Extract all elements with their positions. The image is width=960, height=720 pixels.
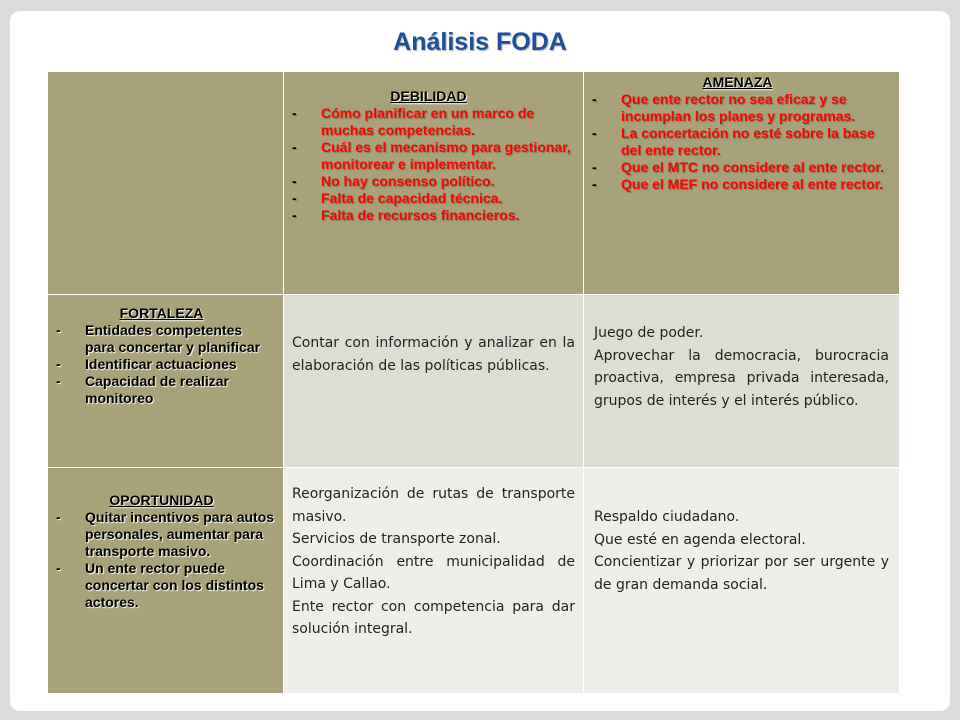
table-row-fortaleza (48, 295, 900, 468)
list-item: - Capacidad de realizar monitoreo (48, 373, 275, 407)
fo-text: Contar con información y analizar en la elaboración de las políticas públicas. (292, 335, 575, 374)
fo-cell (284, 295, 584, 468)
debilidad-cell (284, 72, 584, 295)
corner-cell (48, 72, 284, 295)
list-item: - Que el MTC no considere al ente rector. (584, 159, 891, 176)
list-item: - Identificar actuaciones (48, 356, 275, 373)
table-row-oportunidad (48, 468, 900, 694)
list-item: - La concertación no esté sobre la base del ente rector. (584, 125, 891, 159)
list-item: - Falta de recursos financieros. (284, 207, 573, 224)
fortaleza-list (48, 322, 275, 407)
list-item: - Que ente rector no sea eficaz y se incumplan los planes y programas. (584, 91, 891, 125)
list-item: - Cuál es el mecanismo para gestionar, monitorear e implementar. (284, 139, 573, 173)
table-row-header (48, 72, 900, 295)
da-text: Que esté en agenda electoral. (594, 531, 806, 548)
foda-table (47, 71, 900, 694)
do-text: Servicios de transporte zonal. (292, 531, 501, 547)
oportunidad-cell (48, 468, 284, 694)
debilidad-label: DEBILIDAD (390, 88, 467, 104)
list-item: - Falta de capacidad técnica. (284, 190, 573, 207)
list-item: - Que el MEF no considere al ente rector. (584, 176, 891, 193)
amenaza-list (584, 91, 891, 193)
list-item: - Cómo planificar en un marco de muchas competencias. (284, 105, 573, 139)
do-text: Ente rector con competencia para dar solución integral. (292, 598, 575, 637)
list-item: - Entidades competentes para concertar y planificar (48, 322, 275, 356)
fa-text: Aprovechar la democracia, burocracia proactiva, empresa privada interesada, grupos de interés y el interés público. (594, 347, 889, 409)
slide-title: Análisis FODA (393, 28, 567, 56)
fortaleza-cell (48, 295, 284, 468)
list-item: - No hay consenso político. (284, 173, 573, 190)
do-text: Reorganización de rutas de transporte masivo. (292, 486, 575, 525)
list-item: - Un ente rector puede concertar con los distintos actores. (48, 560, 275, 611)
fortaleza-label: FORTALEZA (119, 305, 204, 321)
oportunidad-list (48, 509, 275, 611)
amenaza-cell (584, 72, 900, 295)
debilidad-list (284, 105, 573, 224)
do-text: Coordinación entre municipalidad de Lima y Callao. (292, 553, 575, 592)
do-cell (284, 468, 584, 694)
fa-cell (584, 295, 900, 468)
fa-text: Juego de poder. (594, 325, 704, 341)
list-item: - Quitar incentivos para autos personales, aumentar para transporte masivo. (48, 509, 275, 560)
oportunidad-label: OPORTUNIDAD (109, 492, 214, 508)
da-text: Respaldo ciudadano. (594, 509, 740, 525)
da-cell (584, 468, 900, 694)
amenaza-label: AMENAZA (702, 74, 773, 90)
da-text: Concientizar y priorizar por ser urgente y de gran demanda social. (594, 554, 889, 593)
